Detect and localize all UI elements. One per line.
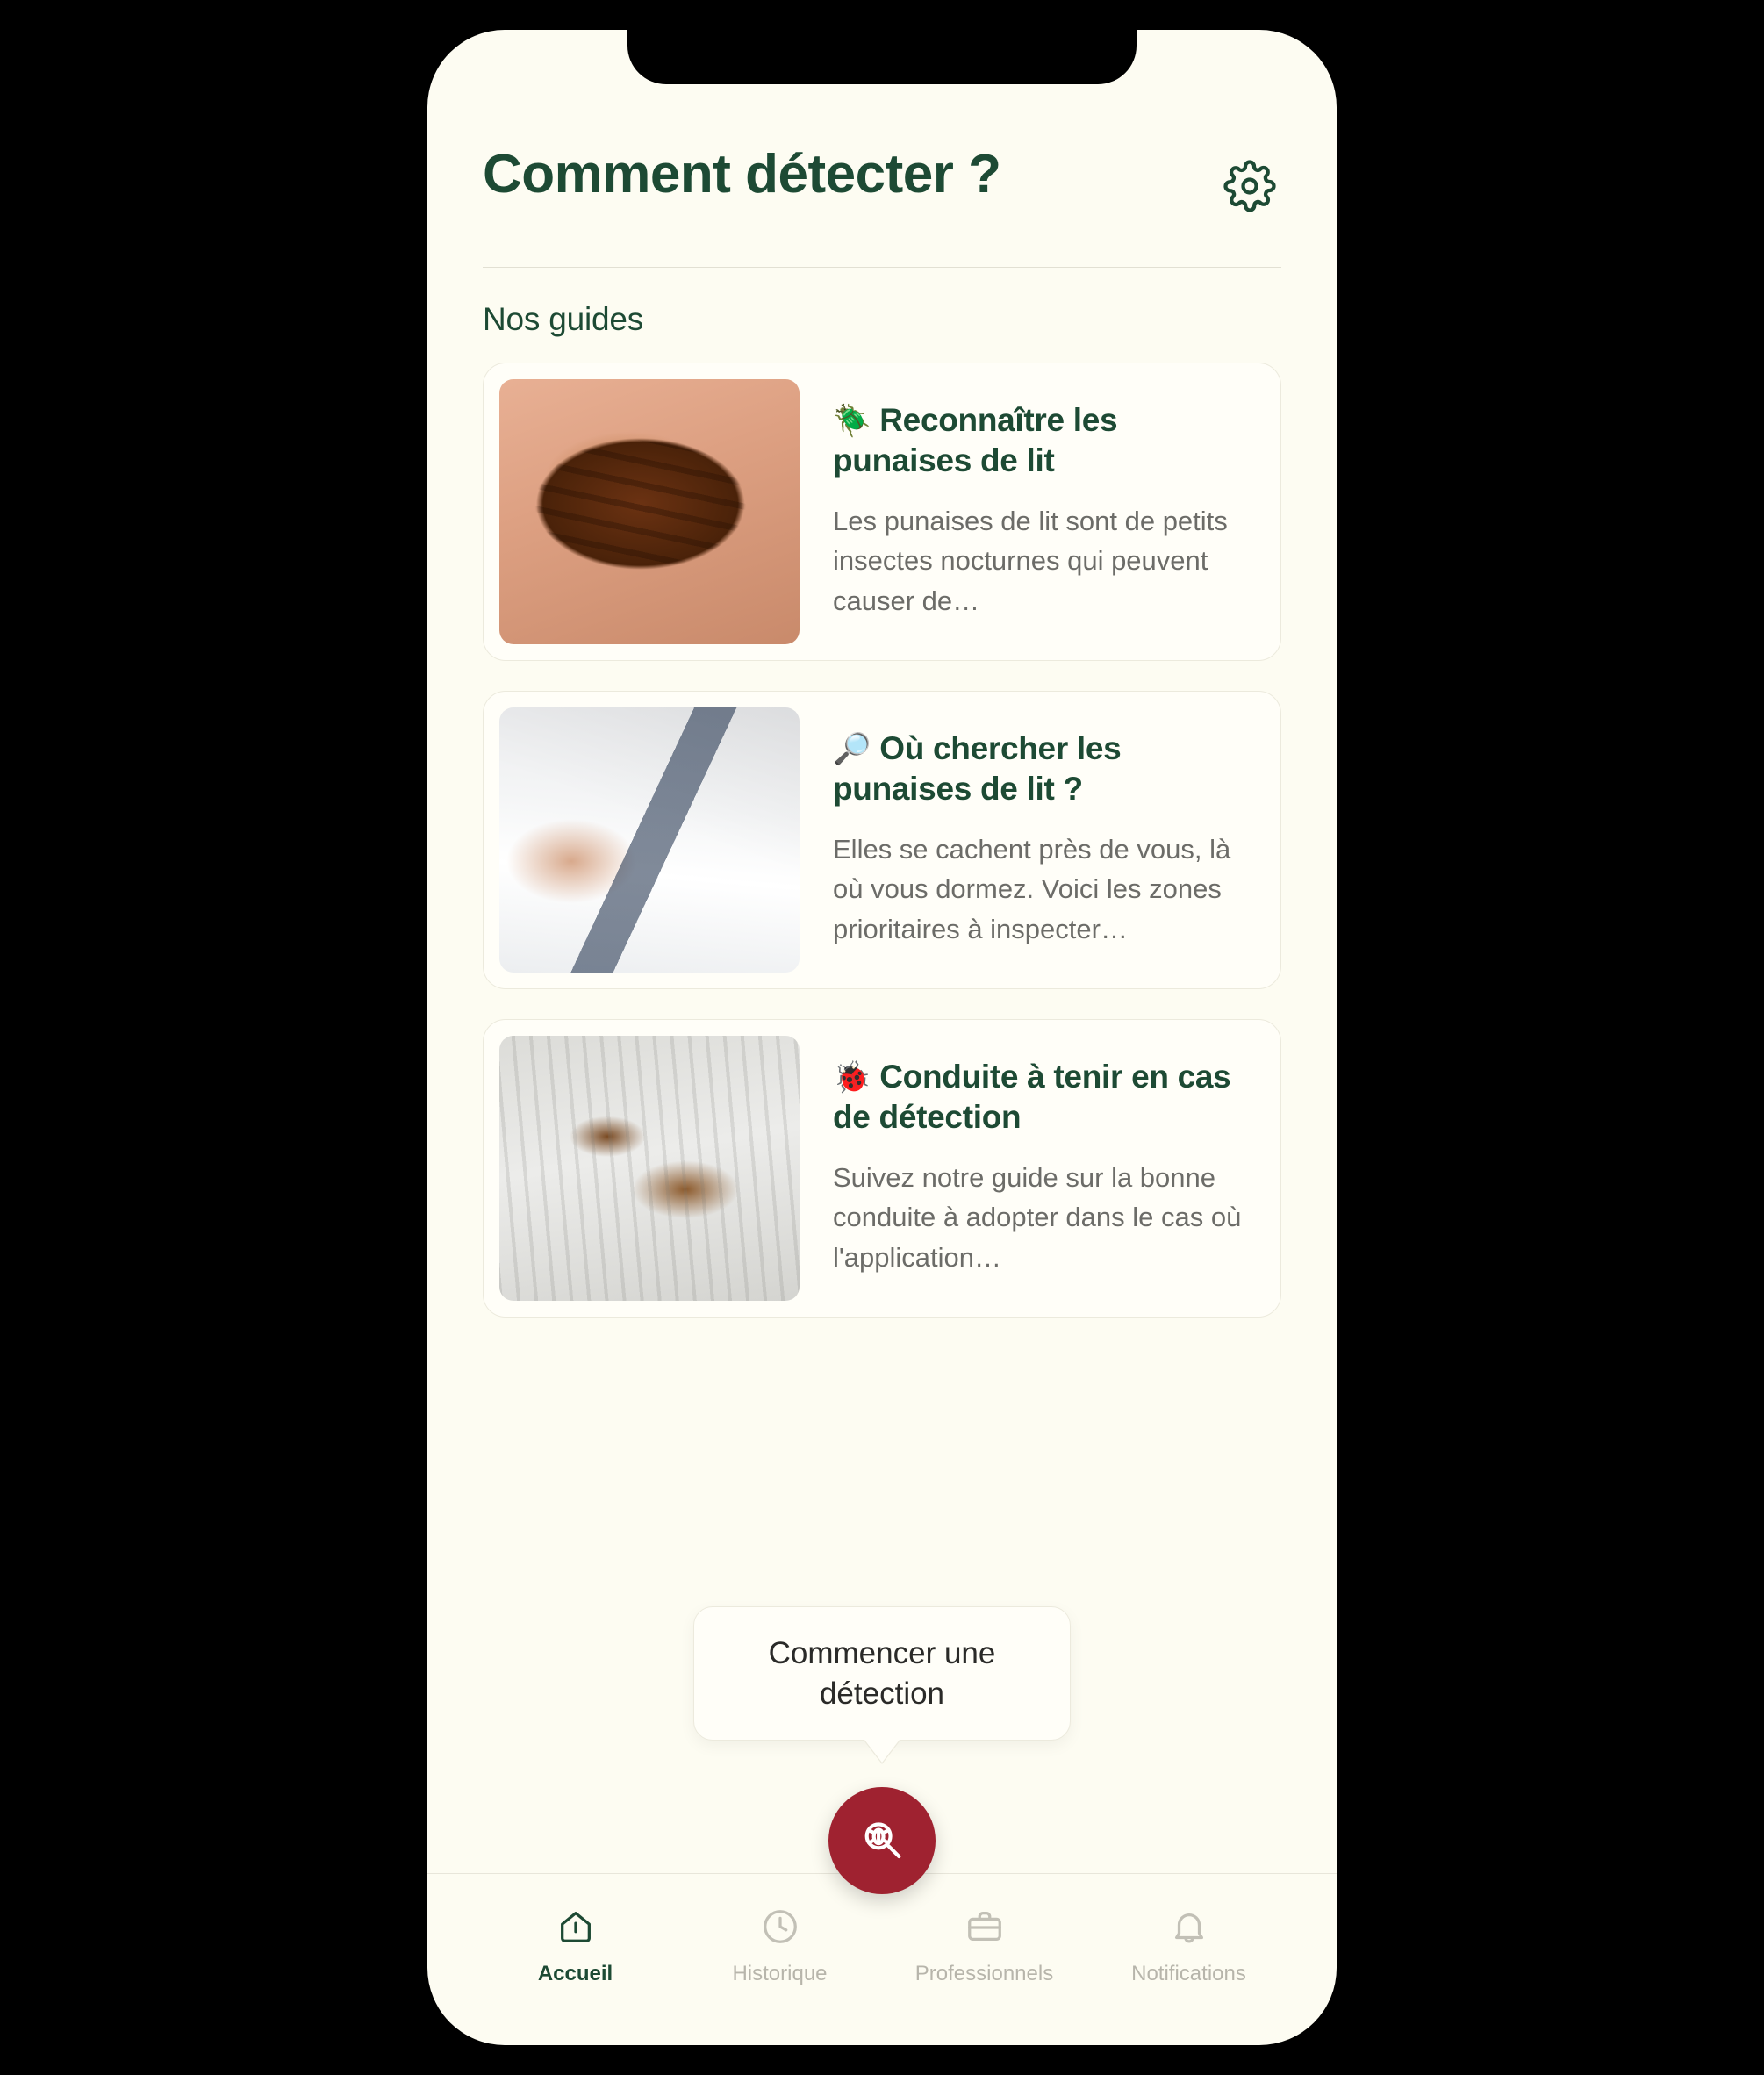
app-screen — [427, 30, 1337, 2045]
guide-title-text: Où chercher les punaises de lit ? — [833, 730, 1122, 808]
guide-body — [800, 1020, 1280, 1317]
header-divider — [483, 267, 1281, 268]
start-detection-button[interactable] — [828, 1787, 936, 1894]
start-detection-tooltip[interactable]: Commencer une détection — [693, 1606, 1071, 1741]
bell-icon — [1166, 1904, 1212, 1949]
nav-item-notifications[interactable] — [1086, 1904, 1291, 1986]
guide-body — [800, 692, 1280, 988]
guide-title — [833, 1057, 1251, 1138]
nav-item-professionnels[interactable] — [882, 1904, 1086, 1986]
nav-item-historique[interactable] — [678, 1904, 882, 1986]
settings-button[interactable] — [1218, 154, 1281, 218]
nav-label-accueil: Accueil — [537, 1962, 613, 1985]
guide-description: Les punaises de lit sont de petits insectes nocturnes qui peuvent causer de… — [833, 505, 1228, 616]
page-title: Comment détecter ? — [483, 144, 1001, 205]
bedbugs-on-mattress-photo — [499, 1036, 800, 1301]
tooltip-arrow — [864, 1740, 900, 1763]
nav-item-accueil[interactable] — [473, 1904, 678, 1986]
guide-body — [800, 363, 1280, 660]
start-detection-tooltip-wrap — [427, 1606, 1337, 1763]
beetle-icon: 🪲 — [833, 404, 871, 438]
guide-card[interactable] — [483, 1019, 1281, 1318]
ladybug-icon: 🐞 — [833, 1060, 871, 1095]
bottom-nav — [427, 1873, 1337, 2045]
clock-icon — [757, 1904, 803, 1949]
guide-title — [833, 729, 1251, 810]
guide-description: Elles se cachent près de vous, là où vous dormez. Voici les zones prioritaires à inspecter… — [833, 833, 1231, 944]
nav-label-historique: Historique — [732, 1962, 828, 1985]
guide-card[interactable] — [483, 691, 1281, 989]
section-title: Nos guides — [483, 301, 644, 337]
hand-lifting-bedsheet-photo — [499, 707, 800, 973]
guide-title-text: Reconnaître les punaises de lit — [833, 402, 1118, 479]
nav-label-professionnels: Professionnels — [914, 1962, 1054, 1985]
gear-icon — [1223, 160, 1276, 212]
guide-title-text: Conduite à tenir en cas de détection — [833, 1059, 1231, 1136]
bug-magnifier-icon — [855, 1813, 909, 1868]
guide-title — [833, 400, 1251, 482]
guides-list — [483, 363, 1281, 1318]
home-icon — [553, 1904, 599, 1949]
nav-label-notifications: Notifications — [1131, 1962, 1246, 1985]
phone-frame — [427, 30, 1337, 2045]
briefcase-icon — [962, 1904, 1007, 1949]
bedbug-closeup-photo — [499, 379, 800, 644]
header — [483, 30, 1281, 218]
guide-description: Suivez notre guide sur la bonne conduite à adopter dans le cas où l'application… — [833, 1161, 1242, 1273]
magnifier-icon: 🔎 — [833, 732, 871, 766]
guide-card[interactable] — [483, 363, 1281, 661]
